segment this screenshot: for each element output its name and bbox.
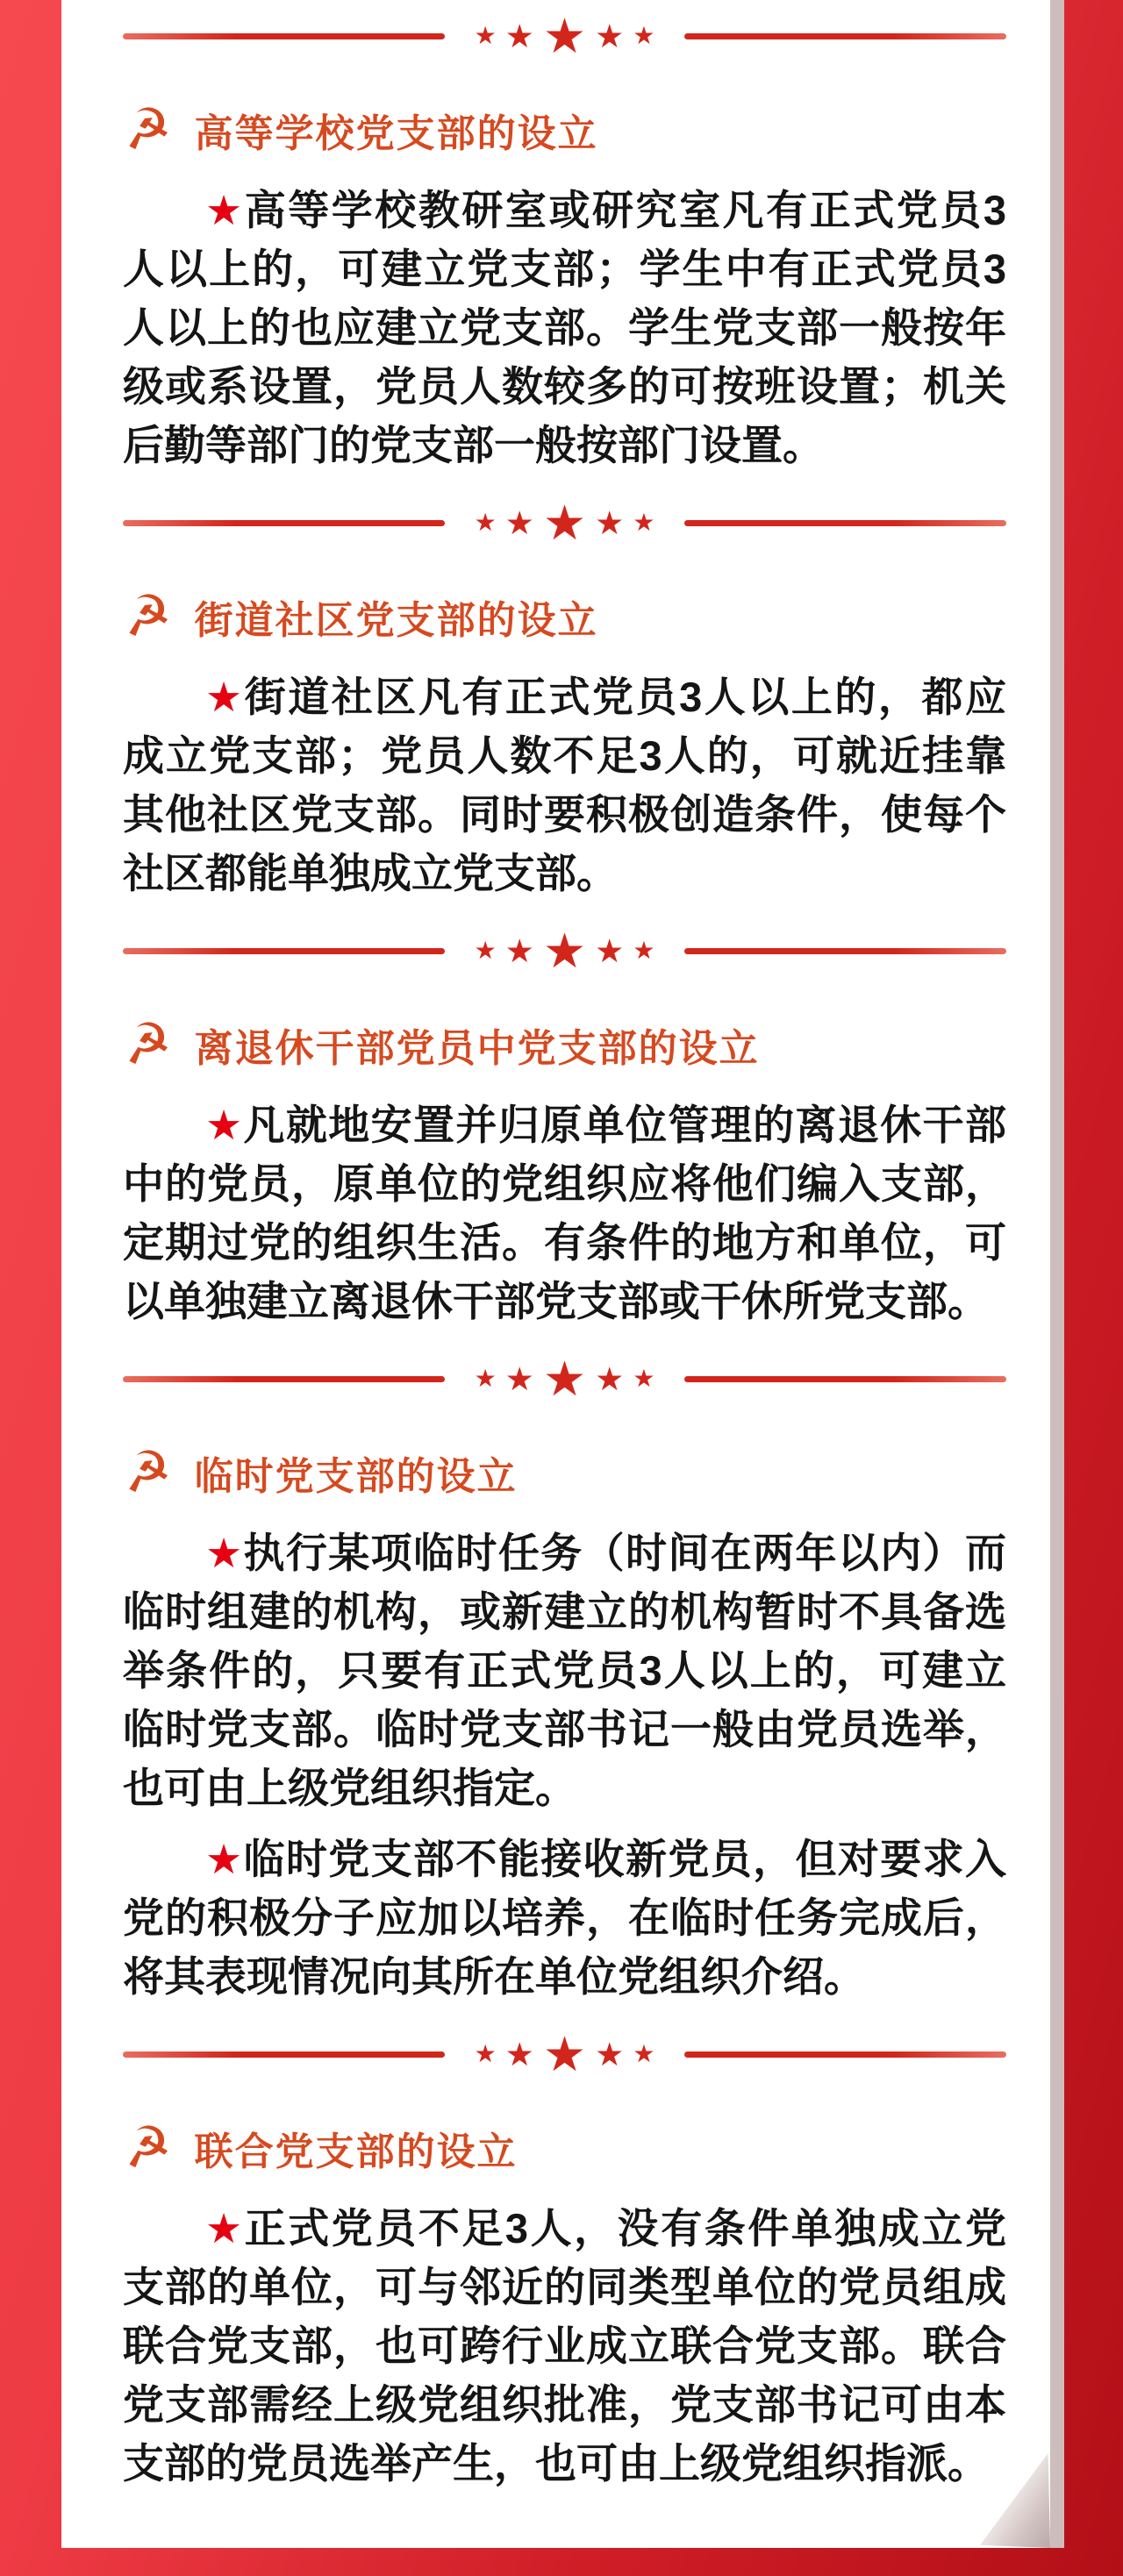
section xyxy=(118,1351,1007,2006)
star-icon: ★ xyxy=(542,8,587,63)
separator-line-right xyxy=(684,520,1006,526)
star-bullet-icon: ★ xyxy=(205,1102,244,1148)
star-icon: ★ xyxy=(504,932,534,969)
star-icon: ★ xyxy=(504,2036,534,2073)
star-separator xyxy=(123,1351,1006,1406)
paragraph xyxy=(123,2199,1006,2493)
star-bullet-icon: ★ xyxy=(205,2205,245,2251)
paragraph xyxy=(123,181,1006,475)
section-paragraphs xyxy=(123,181,1006,475)
star-icon: ★ xyxy=(504,1360,534,1397)
star-icon: ★ xyxy=(633,1365,655,1392)
section-header xyxy=(118,1010,1006,1078)
separator-line-right xyxy=(684,2052,1006,2058)
paragraph-text: 街道社区凡有正式党员3人以上的，都应成立党支部；党员人数不足3人的，可就近挂靠其他社区党支部。同时要积极创造条件，使每个社区都能单独成立党支部。 xyxy=(123,674,1007,896)
section-paragraphs xyxy=(123,2199,1006,2493)
section xyxy=(118,8,1007,475)
separator-line-right xyxy=(684,948,1006,954)
star-icon: ★ xyxy=(633,2040,655,2067)
section-title: 高等学校党支部的设立 xyxy=(194,112,598,155)
star-icon: ★ xyxy=(474,937,497,964)
party-emblem-icon: ☭ xyxy=(118,1010,176,1078)
section xyxy=(118,495,1007,903)
stars-separator-icon xyxy=(474,8,655,63)
party-emblem-icon: ☭ xyxy=(118,1438,176,1506)
star-icon: ★ xyxy=(595,932,625,969)
section-title: 离退休干部党员中党支部的设立 xyxy=(194,1027,760,1070)
section-title: 临时党支部的设立 xyxy=(194,1455,518,1498)
star-bullet-icon: ★ xyxy=(205,187,245,233)
section xyxy=(118,2026,1007,2493)
paragraph-text: 执行某项临时任务（时间在两年以内）而临时组建的机构，或新建立的机构暂时不具备选举条件的，只要有正式党员3人以上的，可建立临时党支部。临时党支部书记一般由党员选举，也可由上级党组织指定。 xyxy=(123,1530,1007,1811)
separator-line-left xyxy=(123,2052,445,2058)
party-emblem-icon: ☭ xyxy=(118,582,176,650)
star-icon: ★ xyxy=(595,18,625,54)
star-icon: ★ xyxy=(474,1365,497,1392)
paragraph-text: 正式党员不足3人，没有条件单独成立党支部的单位，可与邻近的同类型单位的党员组成联合党支部，也可跨行业成立联合党支部。联合党支部需经上级党组织批准，党支部书记可由本支部的党员选举产生，也可由上级党组织指派。 xyxy=(123,2205,1007,2487)
star-icon: ★ xyxy=(542,923,587,978)
section-header xyxy=(118,2114,1006,2181)
star-icon: ★ xyxy=(633,509,655,536)
section-header xyxy=(118,96,1006,163)
star-icon: ★ xyxy=(542,1351,587,1406)
section xyxy=(118,923,1007,1331)
paragraph-text: 凡就地安置并归原单位管理的离退休干部中的党员，原单位的党组织应将他们编入支部，定期过党的组织生活。有条件的地方和单位，可以单独建立离退休干部党支部或干休所党支部。 xyxy=(123,1102,1007,1324)
separator-line-left xyxy=(123,1376,445,1382)
star-icon: ★ xyxy=(474,22,497,49)
star-separator xyxy=(123,923,1006,978)
star-icon: ★ xyxy=(504,504,534,541)
star-separator xyxy=(123,8,1006,63)
star-icon: ★ xyxy=(542,495,587,550)
paragraph xyxy=(123,1523,1006,1817)
star-icon: ★ xyxy=(633,22,655,49)
star-icon: ★ xyxy=(474,509,497,536)
paragraph xyxy=(123,1830,1006,2006)
star-bullet-icon: ★ xyxy=(205,674,245,720)
party-emblem-icon: ☭ xyxy=(118,96,176,163)
star-icon: ★ xyxy=(633,937,655,964)
paragraph-text: 临时党支部不能接收新党员，但对要求入党的积极分子应加以培养，在临时任务完成后，将其表现情况向其所在单位党组织介绍。 xyxy=(123,1836,1007,2000)
section-paragraphs xyxy=(123,667,1006,903)
star-icon: ★ xyxy=(474,2040,497,2067)
content-card xyxy=(61,0,1050,2548)
section-title: 街道社区党支部的设立 xyxy=(194,599,598,642)
section-header xyxy=(118,582,1006,650)
stars-separator-icon xyxy=(474,2026,655,2081)
separator-line-left xyxy=(123,948,445,954)
separator-line-left xyxy=(123,33,445,39)
star-separator xyxy=(123,2026,1006,2081)
star-icon: ★ xyxy=(504,18,534,54)
party-emblem-icon: ☭ xyxy=(118,2114,176,2181)
sections-list xyxy=(118,8,1007,2493)
star-separator xyxy=(123,495,1006,550)
star-icon: ★ xyxy=(595,1360,625,1397)
paragraph xyxy=(123,1095,1006,1331)
section-title: 联合党支部的设立 xyxy=(194,2130,518,2173)
stars-separator-icon xyxy=(474,1351,655,1406)
star-bullet-icon: ★ xyxy=(205,1530,244,1576)
stars-separator-icon xyxy=(474,923,655,978)
star-icon: ★ xyxy=(542,2026,587,2081)
separator-line-left xyxy=(123,520,445,526)
star-icon: ★ xyxy=(595,2036,625,2073)
section-paragraphs xyxy=(123,1523,1006,2006)
star-icon: ★ xyxy=(595,504,625,541)
stars-separator-icon xyxy=(474,495,655,550)
section-paragraphs xyxy=(123,1095,1006,1331)
paragraph xyxy=(123,667,1006,903)
separator-line-right xyxy=(684,33,1006,39)
paragraph-text: 高等学校教研室或研究室凡有正式党员3人以上的，可建立党支部；学生中有正式党员3人以上的也应建立党支部。学生党支部一般按年级或系设置，党员人数较多的可按班设置；机关后勤等部门的党支部一般按部门设置。 xyxy=(123,187,1007,468)
separator-line-right xyxy=(684,1376,1006,1382)
section-header xyxy=(118,1438,1006,1506)
star-bullet-icon: ★ xyxy=(205,1836,244,1882)
